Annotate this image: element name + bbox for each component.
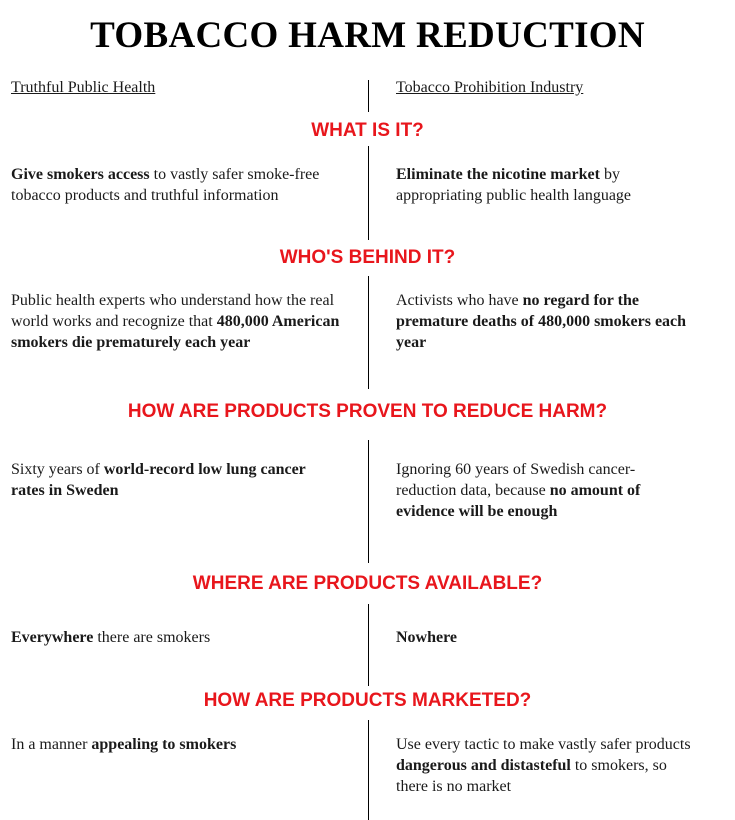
- page-title: TOBACCO HARM REDUCTION: [90, 15, 645, 56]
- body-text: Use every tactic to make vastly safer products: [396, 736, 691, 753]
- section-heading-proven-to-reduce-harm: HOW ARE PRODUCTS PROVEN TO REDUCE HARM?: [127, 401, 608, 422]
- section-left-text: [11, 734, 351, 755]
- section-right-text: [396, 459, 691, 522]
- section-left-text: [11, 627, 351, 648]
- emphasis-text: appealing to smokers: [91, 736, 237, 753]
- column-header-truthful-public-health: Truthful Public Health: [11, 79, 156, 96]
- body-text: by appropriating public health language: [396, 166, 632, 204]
- column-divider: [368, 80, 369, 112]
- section-right-text: [396, 164, 686, 206]
- section-heading-where-available: WHERE ARE PRODUCTS AVAILABLE?: [192, 573, 543, 594]
- body-text: there are smokers: [93, 629, 211, 646]
- body-text: to vastly safer smoke-free tobacco products and truthful information: [11, 166, 320, 204]
- body-text: In a manner: [11, 736, 92, 753]
- section-heading-what-is-it: WHAT IS IT?: [311, 120, 424, 141]
- body-text: Ignoring 60 years of Swedish cancer-reduction data, because: [396, 461, 636, 499]
- body-text: Public health experts who understand how the real world works and recognize that: [11, 292, 335, 330]
- column-divider: [368, 604, 369, 686]
- body-text: to smokers, so there is no market: [396, 757, 667, 795]
- section-heading-how-marketed: HOW ARE PRODUCTS MARKETED?: [203, 690, 532, 711]
- column-divider: [368, 146, 369, 240]
- section-right-text: [396, 627, 716, 648]
- emphasis-text: Eliminate the nicotine market: [396, 166, 600, 183]
- column-divider: [368, 276, 369, 389]
- section-left-text: [11, 164, 346, 206]
- column-divider: [368, 440, 369, 563]
- body-text: Sixty years of: [11, 461, 104, 478]
- section-heading-whos-behind-it: WHO'S BEHIND IT?: [279, 247, 456, 268]
- emphasis-text: Nowhere: [396, 629, 458, 646]
- column-divider: [368, 720, 369, 820]
- column-header-tobacco-prohibition-industry: Tobacco Prohibition Industry: [396, 79, 584, 96]
- section-left-text: [11, 459, 311, 501]
- body-text: Activists who have: [396, 292, 523, 309]
- emphasis-text: Everywhere: [11, 629, 94, 646]
- section-right-text: [396, 290, 701, 353]
- emphasis-text: no amount of evidence will be enough: [396, 482, 641, 520]
- emphasis-text: dangerous and distasteful: [396, 757, 571, 774]
- emphasis-text: 480,000 American smokers die prematurely each year: [11, 313, 340, 351]
- emphasis-text: world-record low lung cancer rates in Sweden: [11, 461, 306, 499]
- emphasis-text: Give smokers access: [11, 166, 150, 183]
- section-right-text: [396, 734, 691, 797]
- emphasis-text: no regard for the premature deaths of 480,000 smokers each year: [396, 292, 687, 351]
- section-left-text: [11, 290, 341, 353]
